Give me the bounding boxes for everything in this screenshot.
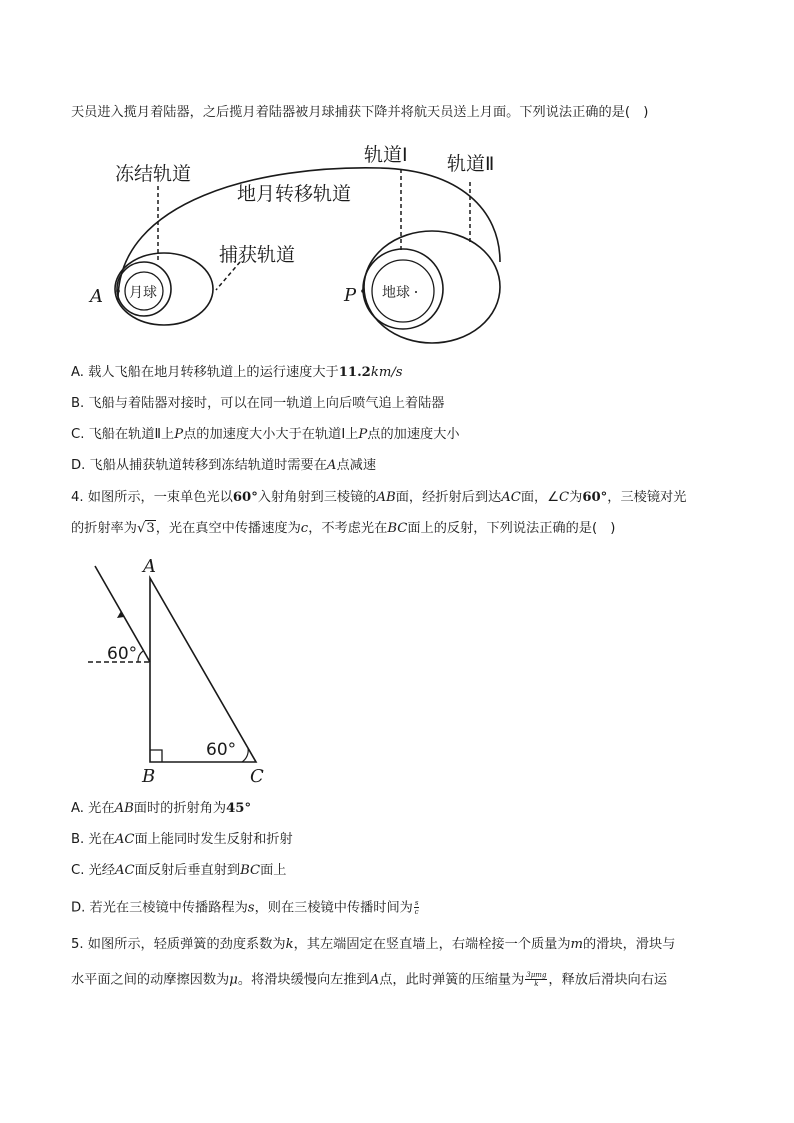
right-angle-mark <box>150 750 162 762</box>
angle-arc-incident <box>138 651 143 662</box>
q3-option-c: C. 飞船在轨道Ⅱ上P点的加速度大小大于在轨道Ⅰ上P点的加速度大小 <box>71 427 460 442</box>
q5-stem-line2: 水平面之间的动摩擦因数为μ。将滑块缓慢向左推到A点，此时弹簧的压缩量为 $\frac{\text{3μmg}}{k}$ ，释放后滑块向右运 <box>71 971 668 988</box>
label-point-A: A <box>90 286 103 307</box>
label-point-P: P <box>344 285 357 306</box>
q3-option-b: B. 飞船与着陆器对接时，可以在同一轨道上向后喷气追上着陆器 <box>71 396 445 411</box>
label-angle-C: 60° <box>206 740 237 760</box>
q4-stem-line1: 4. 如图所示，一束单色光以60°入射角射到三棱镜的AB面，经折射后到达AC面，∠C为60°，三棱镜对光 <box>71 490 687 505</box>
q3-option-a: A. 载人飞船在地月转移轨道上的运行速度大于11.2km/s <box>71 365 403 380</box>
label-freeze-orbit: 冻结轨道 <box>115 163 192 185</box>
prism-triangle <box>150 578 256 762</box>
q3-intro: 天员进入揽月着陆器，之后揽月着陆器被月球捕获下降并将航天员送上月面。下列说法正确的是( ) <box>71 105 649 120</box>
angle-arc-C <box>242 748 248 762</box>
label-moon: 月球 <box>129 285 157 301</box>
q4-option-a: A. 光在AB面时的折射角为45° <box>71 801 252 816</box>
q4-option-b: B. 光在AC面上能同时发生反射和折射 <box>71 832 293 847</box>
q4-option-d: D. 若光在三棱镜中传播路程为s，则在三棱镜中传播时间为 $\frac{s}{c}$ <box>71 899 419 916</box>
label-vertex-C: C <box>250 766 264 787</box>
label-orbit-2: 轨道Ⅱ <box>447 153 495 175</box>
q5-stem-line1: 5. 如图所示，轻质弹簧的劲度系数为k，其左端固定在竖直墙上，右端栓接一个质量为m的滑块，滑块与 <box>71 937 676 952</box>
label-vertex-B: B <box>142 766 156 787</box>
label-capture-orbit: 捕获轨道 <box>219 244 296 266</box>
label-angle-incident: 60° <box>107 644 138 664</box>
q3-option-d: D. 飞船从捕获轨道转移到冻结轨道时需要在A点减速 <box>71 458 377 473</box>
label-earth: 地球 <box>382 285 410 301</box>
label-orbit-1: 轨道Ⅰ <box>364 144 408 166</box>
label-vertex-A: A <box>143 556 156 577</box>
q4-stem-line2: 的折射率为√3，光在真空中传播速度为c，不考虑光在BC面上的反射，下列说法正确的是( ) <box>71 521 616 536</box>
q4-option-c: C. 光经AC面反射后垂直射到BC面上 <box>71 863 287 878</box>
label-transfer-orbit: 地月转移轨道 <box>237 183 352 205</box>
